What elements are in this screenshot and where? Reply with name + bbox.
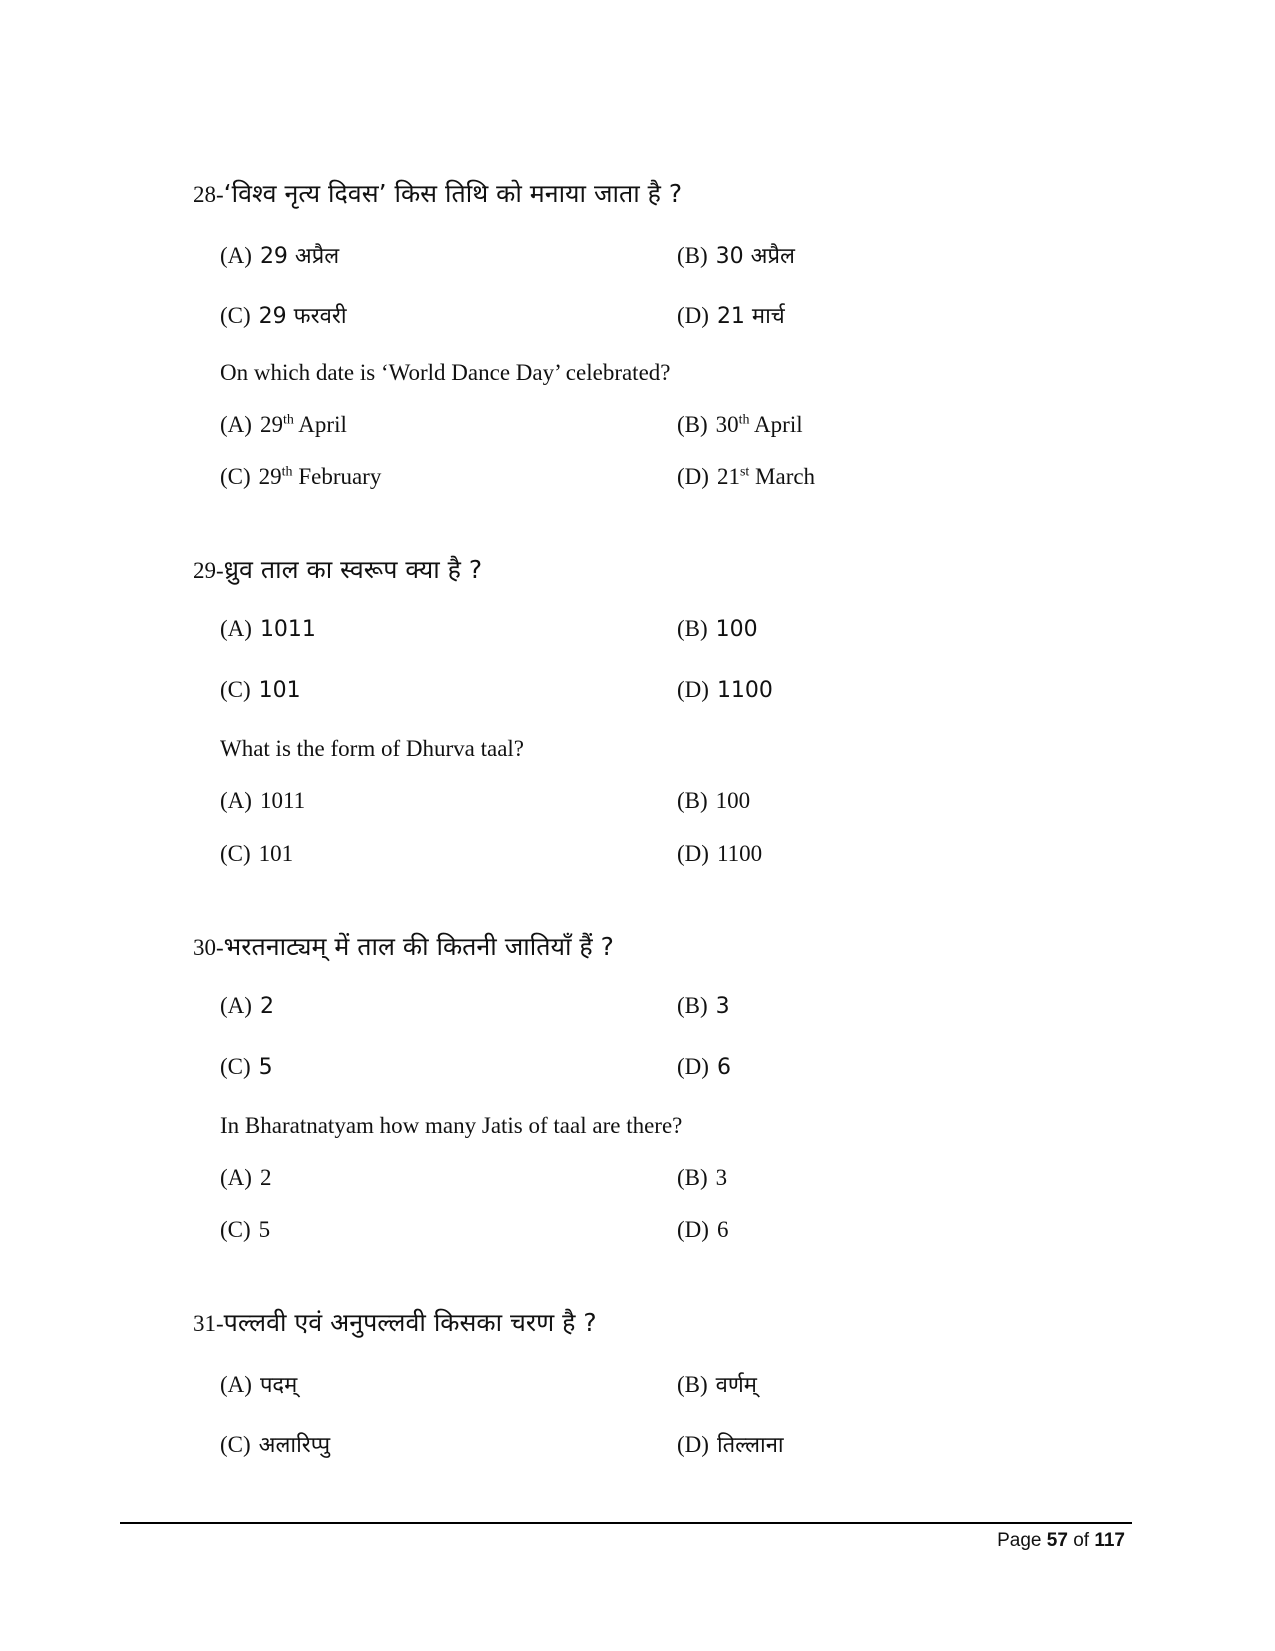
hindi-option-c: (C) 5	[220, 1054, 273, 1080]
hindi-option-a: (A) पदम्	[220, 1372, 298, 1398]
english-question: On which date is ‘World Dance Day’ celebrated?	[220, 360, 671, 385]
hindi-option-b: (B) वर्णम्	[677, 1372, 757, 1398]
hindi-option-d: (D) 21 मार्च	[677, 303, 785, 329]
english-option-c: (C) 5	[220, 1217, 271, 1242]
english-option-d: (D) 21st March	[677, 464, 816, 489]
page-footer	[997, 1530, 1125, 1552]
hindi-option-a: (A) 2	[220, 993, 274, 1019]
question-title: 28-‘विश्व नृत्य दिवस’ किस तिथि को मनाया जाता है ?	[193, 179, 683, 208]
hindi-option-c: (C) 29 फरवरी	[220, 303, 347, 329]
english-option-a: (A) 29th April	[220, 412, 347, 437]
english-option-a: (A) 2	[220, 1165, 272, 1190]
question-title: 30-भरतनाट्यम् में ताल की कितनी जातियाँ हैं ?	[193, 932, 614, 961]
english-option-d: (D) 1100	[677, 841, 763, 866]
english-option-b: (B) 100	[677, 788, 751, 813]
english-option-b: (B) 30th April	[677, 412, 803, 437]
hindi-option-a: (A) 1011	[220, 616, 316, 642]
page-number: 57	[1046, 1530, 1068, 1551]
english-option-c: (C) 101	[220, 841, 294, 866]
english-option-d: (D) 6	[677, 1217, 729, 1242]
english-question: In Bharatnatyam how many Jatis of taal are there?	[220, 1113, 683, 1138]
question-title: 29-ध्रुव ताल का स्वरूप क्या है ?	[193, 555, 483, 584]
question-title: 31-पल्लवी एवं अनुपल्लवी किसका चरण है ?	[193, 1308, 597, 1337]
hindi-option-a: (A) 29 अप्रैल	[220, 243, 340, 269]
hindi-option-b: (B) 3	[677, 993, 730, 1019]
page-word: Page	[997, 1530, 1042, 1551]
hindi-option-d: (D) 1100	[677, 677, 773, 703]
english-option-a: (A) 1011	[220, 788, 306, 813]
hindi-option-c: (C) अलारिप्पु	[220, 1432, 331, 1458]
hindi-option-b: (B) 100	[677, 616, 758, 642]
hindi-option-d: (D) तिल्लाना	[677, 1432, 784, 1458]
english-option-c: (C) 29th February	[220, 464, 382, 489]
english-option-b: (B) 3	[677, 1165, 728, 1190]
hindi-option-d: (D) 6	[677, 1054, 731, 1080]
of-word: of	[1073, 1530, 1090, 1551]
hindi-option-b: (B) 30 अप्रैल	[677, 243, 795, 269]
footer-divider	[120, 1522, 1132, 1524]
english-question: What is the form of Dhurva taal?	[220, 736, 524, 761]
hindi-option-c: (C) 101	[220, 677, 301, 703]
total-pages: 117	[1094, 1530, 1125, 1551]
